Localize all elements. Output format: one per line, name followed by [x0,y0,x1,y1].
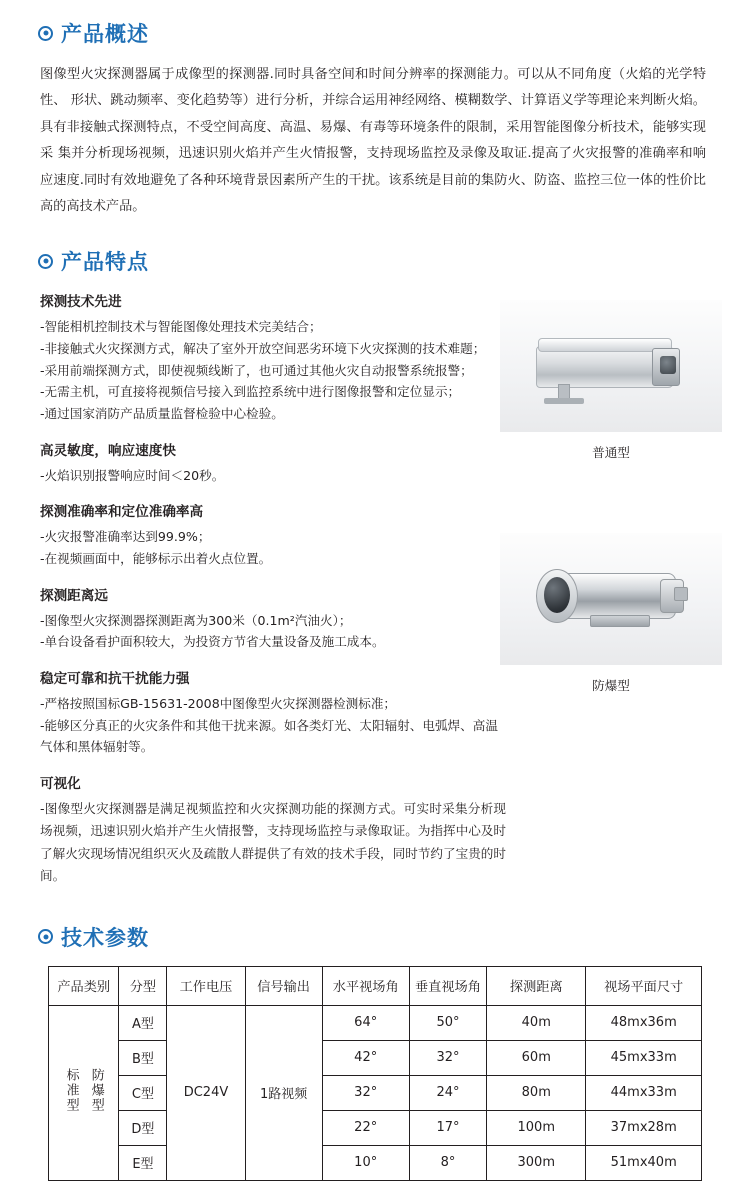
th-field-plane-size: 视场平面尺寸 [586,966,702,1005]
overview-section [0,0,750,220]
th-detection-distance: 探测距离 [487,966,586,1005]
th-category: 产品类别 [49,966,119,1005]
table-header-row [49,966,702,1005]
table-row [49,1075,702,1110]
type-cell: A型 [119,1005,167,1040]
table-row [49,1040,702,1075]
feature-heading: 稳定可靠和抗干扰能力强 [40,671,190,687]
image-spacer [500,461,722,533]
camera-housing-illustration [536,334,686,386]
feature-heading: 高灵敏度，响应速度快 [40,442,176,459]
type-cell: C型 [119,1075,167,1110]
feature-line: -图像型火灾探测器探测距离为300米（0.1m²汽油火）； [40,612,352,628]
product-images [500,300,722,694]
explosion-proof-illustration [528,563,694,623]
distance-cell: 40m [487,1005,586,1040]
feature-line: -采用前端探测方式，即使视频线断了，也可通过其他火灾自动报警系统报警； [40,362,473,378]
v-fov-cell: 32° [409,1040,486,1075]
plane-cell: 48mx36m [586,1005,702,1040]
feature-group [40,772,510,888]
v-fov-cell: 17° [409,1110,486,1145]
feature-line: -能够区分真正的火灾条件和其他干扰来源。如各类灯光、太阳辐射、电弧焊、高温气体和黑体辐射等。 [40,717,498,755]
th-voltage: 工作电压 [167,966,245,1005]
explosion-proof-camera-image [500,533,722,665]
distance-cell: 100m [487,1110,586,1145]
feature-heading: 探测距离远 [40,587,108,604]
category-standard-label: 标准型 [63,1068,79,1114]
circle-bullet-icon [38,26,53,41]
distance-cell: 80m [487,1075,586,1110]
table-row [49,1005,702,1040]
explosion-proof-camera-caption: 防爆型 [592,678,630,694]
category-standard-cell [49,1005,119,1180]
plane-cell: 37mx28m [586,1110,702,1145]
feature-group [40,667,510,758]
voltage-cell: DC24V [167,1005,245,1180]
features-and-images [0,290,750,887]
type-cell: D型 [119,1110,167,1145]
feature-line: -单台设备看护面积较大，为投资方节省大量设备及施工成本。 [40,634,385,650]
signal-cell: 1路视频 [245,1005,322,1180]
feature-line: -火焰识别报警响应时间＜20秒。 [40,467,225,483]
table-row [49,1145,702,1180]
feature-group [40,500,510,569]
feature-line: -在视频画面中，能够标示出着火点位置。 [40,551,272,567]
specs-heading [38,922,750,952]
ordinary-camera-caption: 普通型 [592,445,630,461]
circle-bullet-icon [38,929,53,944]
specs-title: 技术参数 [61,925,149,950]
v-fov-cell: 50° [409,1005,486,1040]
feature-line: -火灾报警准确率达到99.9%； [40,529,211,545]
table-row [49,1110,702,1145]
plane-cell: 45mx33m [586,1040,702,1075]
distance-cell: 300m [487,1145,586,1180]
ordinary-camera-image [500,300,722,432]
feature-line: -通过国家消防产品质量监督检验中心检验。 [40,406,284,422]
v-fov-cell: 24° [409,1075,486,1110]
type-cell: E型 [119,1145,167,1180]
specs-table [48,966,702,1181]
feature-group [40,290,510,424]
h-fov-cell: 64° [322,1005,409,1040]
th-type: 分型 [119,966,167,1005]
th-horizontal-fov: 水平视场角 [322,966,409,1005]
features-heading [38,246,750,276]
h-fov-cell: 32° [322,1075,409,1110]
feature-heading: 可视化 [40,775,81,792]
feature-line: -严格按照国标GB-15631-2008中图像型火灾探测器检测标准； [40,696,397,711]
th-vertical-fov: 垂直视场角 [409,966,486,1005]
v-fov-cell: 8° [409,1145,486,1180]
features-section [0,246,750,887]
circle-bullet-icon [38,254,53,269]
feature-heading: 探测技术先进 [40,294,122,311]
feature-list [40,290,510,887]
th-signal: 信号输出 [245,966,322,1005]
h-fov-cell: 22° [322,1110,409,1145]
feature-line: -智能相机控制技术与智能图像处理技术完美结合； [40,319,322,335]
feature-line: -无需主机，可直接将视频信号接入到监控系统中进行图像报警和定位显示； [40,384,461,400]
feature-line: -非接触式火灾探测方式，解决了室外开放空间恶劣环境下火灾探测的技术难题； [40,341,486,357]
overview-heading [38,18,750,48]
distance-cell: 60m [487,1040,586,1075]
feature-group [40,439,510,487]
specs-section [0,922,750,1181]
plane-cell: 51mx40m [586,1145,702,1180]
plane-cell: 44mx33m [586,1075,702,1110]
feature-paragraph: -图像型火灾探测器是满足视频监控和火灾探测功能的探测方式。可实时采集分析现场视频，迅速识别火焰并产生火情报警，支持现场监控与录像取证。为指挥中心及时了解火灾现场情况组织灭火及疏散人群提供了有效的技术手段，同时节约了宝贵的时间。 [40,800,506,884]
category-explosionproof-label: 防爆型 [88,1068,104,1114]
features-title: 产品特点 [61,250,149,275]
h-fov-cell: 10° [322,1145,409,1180]
h-fov-cell: 42° [322,1040,409,1075]
feature-heading: 探测准确率和定位准确率高 [40,504,204,521]
overview-title: 产品概述 [61,22,149,46]
overview-paragraph: 图像型火灾探测器属于成像型的探测器.同时具备空间和时间分辨率的探测能力。可以从不同角度（火焰的光学特性、 形状、跳动频率、变化趋势等）进行分析，并综合运用神经网络、模糊数学、计算语义学等理论来判断火焰。具有非接触式探测特点，不受空间高度、高温、易爆、有毒等环境条件的限制，采用智能图像分析技术，能够实现采 集并分析现场视频，迅速识别火焰并产生火情报警，支持现场监控及录像及取证.提高了火灾报警的准确率和响应速度.同时有效地避免了各种环境背景因素所产生的干扰。该系统是目前的集防火、防盗、监控三位一体的性价比高的高技术产品。 [40,67,706,215]
feature-group [40,584,510,653]
type-cell: B型 [119,1040,167,1075]
